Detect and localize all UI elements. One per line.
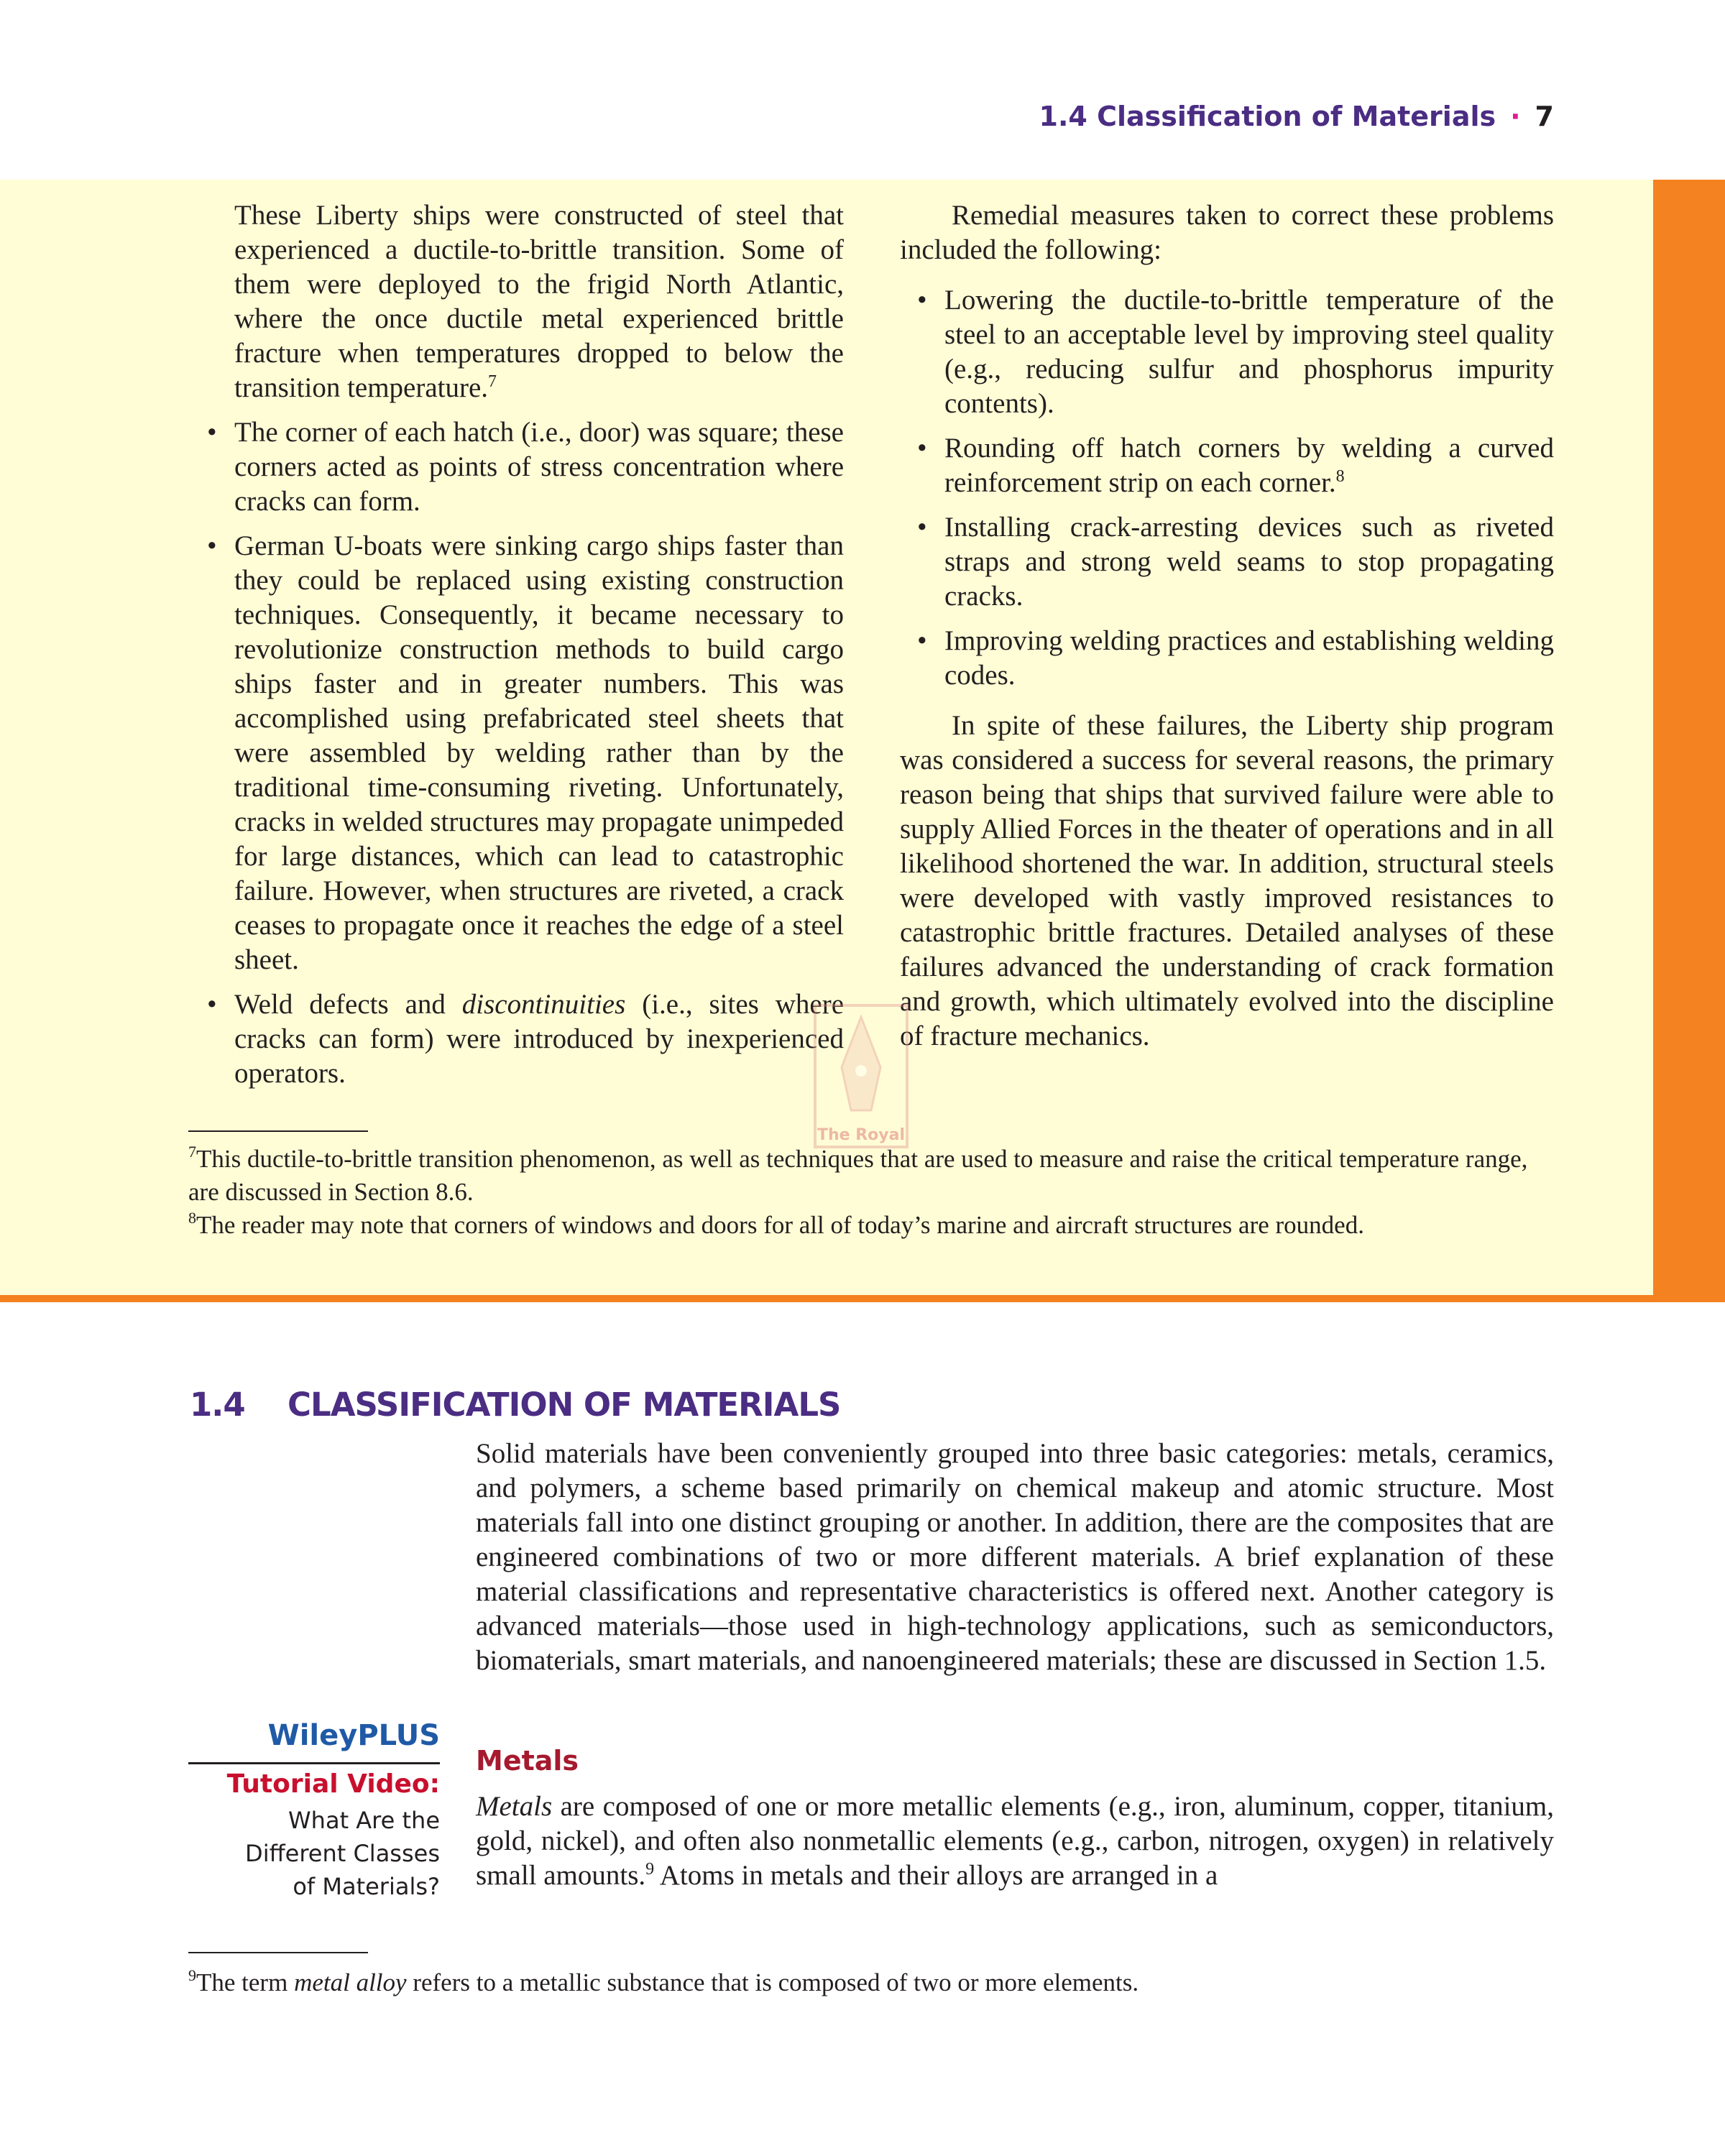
box-right-intro: Remedial measures taken to correct these problems included the following:: [900, 200, 1554, 265]
bullet-icon: •: [207, 530, 217, 561]
box-orange-edge: [1653, 180, 1725, 1302]
watermark-label: The Royal: [816, 1126, 906, 1144]
footnote-divider: [188, 1130, 368, 1132]
box-left-column: [207, 198, 844, 1091]
box-left-intro: These Liberty ships were constructed of steel that experienced a ductile-to-brittle transition. Some of them were deployed to the frigid North Atlantic, where the once ductile metal experienced brittle fracture when temperatures dropped to below the transition temperature.$^7$: [234, 200, 844, 403]
section-title: CLASSIFICATION OF MATERIALS: [288, 1386, 841, 1424]
box-right-conclusion: In spite of these failures, the Liberty ship program was considered a success for several reasons, the primary reason being that ships that survived failure were able to supply Allied Forces in the theater of operations and in all likelihood shortened the war. In addition, structural steels were developed with vastly improved resistances to catastrophic brittle fractures. Detailed analyses of these failures advanced the understanding of crack formation and growth, which ultimately evolved into the discipline of fracture mechanics.: [900, 710, 1554, 1051]
list-item: • Weld defects and discontinuities (i.e., sites where cracks can form) were introduced by inexperienced operators.: [207, 989, 844, 1089]
box-right-column: [900, 198, 1554, 1054]
footnote-7: $^7$This ductile-to-brittle transition phenomenon, as well as techniques that are used to measure and raise the critical temperature range, are discussed in Section 8.6.: [188, 1143, 1528, 1206]
footnote-ref-8[interactable]: 8: [1335, 467, 1345, 486]
section-intro: Solid materials have been conveniently grouped into three basic categories: metals, ceramics, and polymers, a scheme based primarily on chemical makeup and atomic structure. Most materials fall into one distinct grouping or another. In addition, there are the composites that are engineered combinations of two or more different materials. A brief explanation of these material classifications and representative characteristics is offered next. Another category is advanced materials—those used in high-technology applications, such as semiconductors, biomaterials, smart materials, and nanoengineered materials; these are discussed in Section 1.5.: [476, 1438, 1554, 1676]
box-orange-bottom-rule: [0, 1295, 1725, 1302]
section-number: 1.4: [190, 1386, 245, 1424]
list-item: • Lowering the ductile-to-brittle temperature of the steel to an acceptable level by improving steel quality (e.g., reducing sulfur and phosphorus impurity contents).: [917, 285, 1554, 419]
sidebar-divider: [188, 1762, 440, 1764]
italic-term: discontinuities: [461, 989, 626, 1020]
tutorial-video-label[interactable]: Tutorial Video:: [226, 1769, 440, 1799]
metals-heading: Metals: [476, 1745, 579, 1777]
footnote-9: $^9$The term metal alloy refers to a metallic substance that is composed of two or more elements.: [188, 1966, 1139, 1996]
page-number: 7: [1535, 101, 1554, 132]
bullet-icon: •: [917, 433, 927, 464]
footnote-8: $^8$The reader may note that corners of windows and doors for all of today’s marine and aircraft structures are rounded.: [188, 1209, 1364, 1239]
header-section-number: 1.4: [1039, 101, 1087, 132]
section-heading: [190, 1386, 840, 1424]
header-title: Classification of Materials: [1097, 101, 1496, 132]
footnote-ref-7[interactable]: 7: [488, 372, 497, 391]
page-footnotes: [188, 1966, 1554, 1999]
list-item: • Improving welding practices and establishing welding codes.: [917, 625, 1554, 691]
box-footnotes: [188, 1143, 1554, 1242]
bullet-icon: •: [917, 285, 927, 315]
list-item: • Installing crack-arresting devices such as riveted straps and strong weld seams to stop propagating cracks.: [917, 512, 1554, 612]
header-separator: ·: [1510, 101, 1521, 132]
wileyplus-logo[interactable]: WileyPLUS: [267, 1719, 440, 1752]
list-item: • German U-boats were sinking cargo ships faster than they could be replaced using existing construction techniques. Consequently, it became necessary to revolutionize construction methods to build cargo ships faster and in greater numbers. This was accomplished using prefabricated steel sheets that were assembled by welding rather than by the traditional time-consuming riveting. Unfortunately, cracks in welded structures may propagate unimpeded for large distances, which can lead to catastrophic failure. However, when structures are riveted, a crack ceases to propagate once it reaches the edge of a steel sheet.: [207, 530, 844, 975]
bullet-icon: •: [207, 989, 217, 1020]
list-item: • The corner of each hatch (i.e., door) was square; these corners acted as points of stress concentration where cracks can form.: [207, 417, 844, 517]
bullet-icon: •: [917, 625, 927, 656]
tutorial-video-title[interactable]: What Are the Different Classes of Materials?: [245, 1807, 440, 1900]
list-item: • Rounding off hatch corners by welding a curved reinforcement strip on each corner.$^8$: [917, 433, 1554, 498]
bullet-icon: •: [207, 417, 217, 448]
footnote-divider: [188, 1952, 368, 1953]
running-header: [1039, 101, 1555, 132]
footnote-ref-9[interactable]: 9: [645, 1860, 655, 1879]
bullet-icon: •: [917, 512, 927, 543]
metals-paragraph: Metals are composed of one or more metallic elements (e.g., iron, aluminum, copper, titanium, gold, nickel), and often also nonmetallic elements (e.g., carbon, nitrogen, oxygen) in relatively small amounts.$^9$ Atoms in metals and their alloys are arranged in a: [476, 1791, 1554, 1891]
italic-term: Metals: [476, 1791, 553, 1822]
